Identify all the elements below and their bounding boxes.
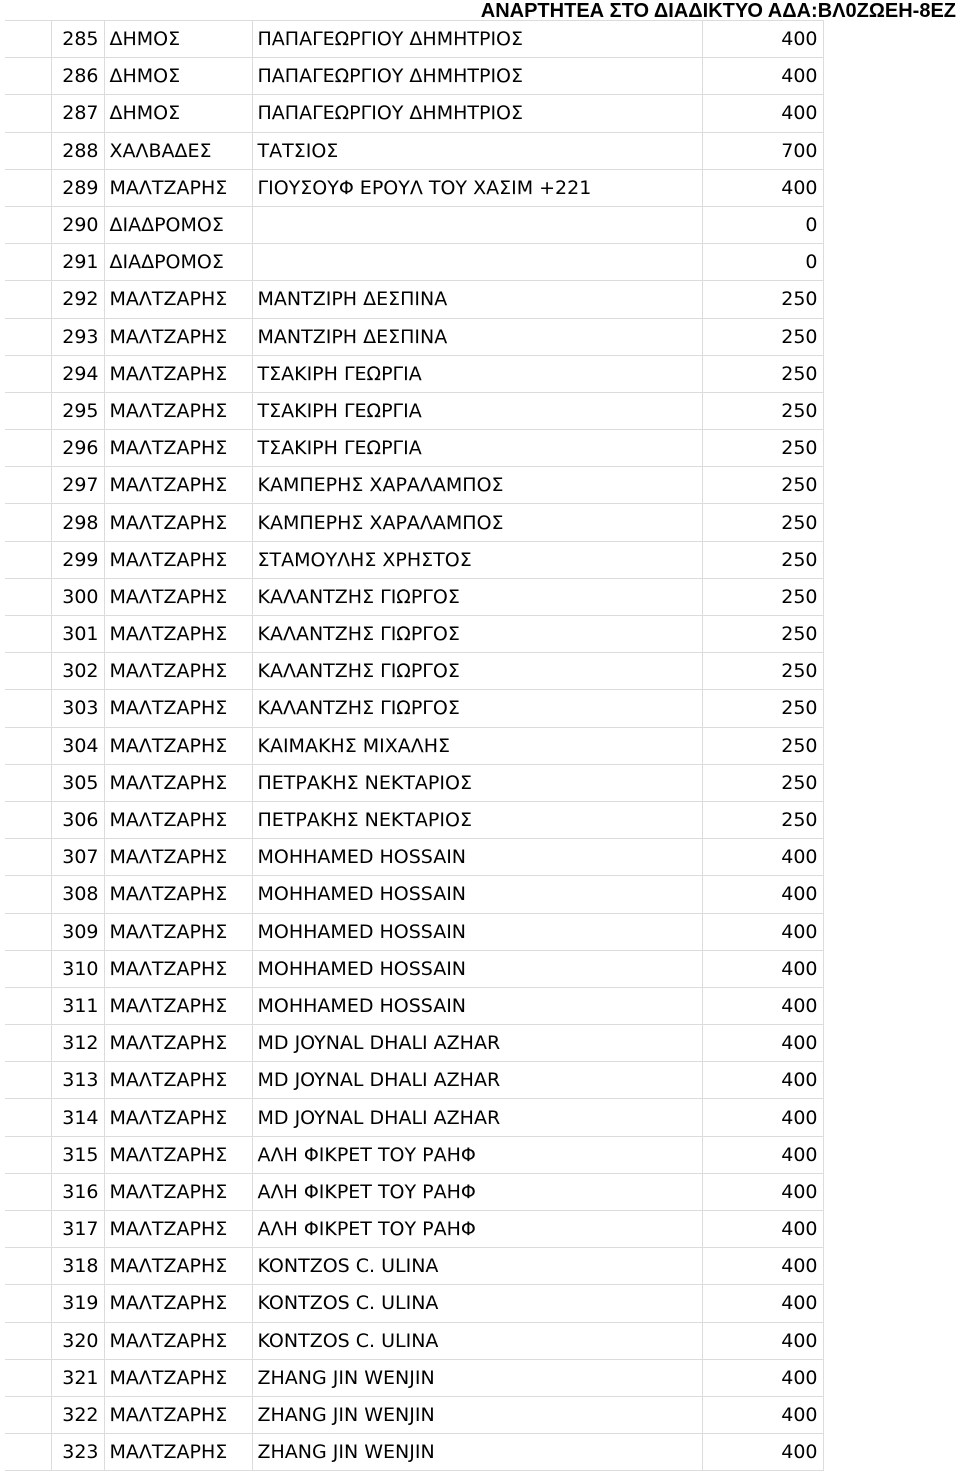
- row-amount: 400: [702, 1173, 823, 1210]
- row-area: ΜΑΛΤΖΑΡΗΣ: [104, 169, 252, 206]
- table-row: [5, 950, 823, 987]
- row-amount: 250: [702, 467, 823, 504]
- row-beneficiary-name: MD JOYNAL DHALI AZHAR: [252, 1062, 702, 1099]
- row-beneficiary-name: ZHANG JIN WENJIN: [252, 1359, 702, 1396]
- row-beneficiary-name: KONTZOS C. ULINA: [252, 1248, 702, 1285]
- row-amount: 400: [702, 1248, 823, 1285]
- row-margin-cell: [5, 169, 51, 206]
- row-margin-cell: [5, 1322, 51, 1359]
- row-amount: 400: [702, 950, 823, 987]
- table-row: [5, 727, 823, 764]
- row-area: ΜΑΛΤΖΑΡΗΣ: [104, 355, 252, 392]
- row-margin-cell: [5, 727, 51, 764]
- table-row: [5, 653, 823, 690]
- row-margin-cell: [5, 1173, 51, 1210]
- row-number: 323: [51, 1434, 104, 1471]
- row-amount: 0: [702, 206, 823, 243]
- row-amount: 250: [702, 801, 823, 838]
- row-area: ΧΑΛΒΑΔΕΣ: [104, 132, 252, 169]
- row-margin-cell: [5, 1211, 51, 1248]
- row-area: ΜΑΛΤΖΑΡΗΣ: [104, 578, 252, 615]
- row-number: 322: [51, 1396, 104, 1433]
- row-area: ΜΑΛΤΖΑΡΗΣ: [104, 430, 252, 467]
- row-amount: 400: [702, 1359, 823, 1396]
- row-amount: 400: [702, 1322, 823, 1359]
- row-beneficiary-name: MOHHAMED HOSSAIN: [252, 913, 702, 950]
- row-beneficiary-name: [252, 206, 702, 243]
- row-beneficiary-name: ΠΑΠΑΓΕΩΡΓΙΟΥ ΔΗΜΗΤΡΙΟΣ: [252, 21, 702, 58]
- row-margin-cell: [5, 616, 51, 653]
- table-row: [5, 504, 823, 541]
- row-amount: 250: [702, 653, 823, 690]
- row-amount: 400: [702, 839, 823, 876]
- row-number: 309: [51, 913, 104, 950]
- row-margin-cell: [5, 392, 51, 429]
- table-row: [5, 1062, 823, 1099]
- row-area: ΜΑΛΤΖΑΡΗΣ: [104, 1285, 252, 1322]
- row-amount: 400: [702, 58, 823, 95]
- table-row: [5, 541, 823, 578]
- table-row: [5, 616, 823, 653]
- row-amount: 400: [702, 1285, 823, 1322]
- table-row: [5, 1434, 823, 1471]
- table-row: [5, 913, 823, 950]
- row-beneficiary-name: ΚΑΛΑΝΤΖΗΣ ΓΙΩΡΓΟΣ: [252, 690, 702, 727]
- row-margin-cell: [5, 467, 51, 504]
- row-margin-cell: [5, 950, 51, 987]
- row-margin-cell: [5, 578, 51, 615]
- row-area: ΜΑΛΤΖΑΡΗΣ: [104, 467, 252, 504]
- row-area: ΜΑΛΤΖΑΡΗΣ: [104, 690, 252, 727]
- table-row: [5, 764, 823, 801]
- table-row: [5, 690, 823, 727]
- row-margin-cell: [5, 1396, 51, 1433]
- row-number: 317: [51, 1211, 104, 1248]
- row-amount: 400: [702, 1136, 823, 1173]
- row-number: 308: [51, 876, 104, 913]
- row-beneficiary-name: ΣΤΑΜΟΥΛΗΣ ΧΡΗΣΤΟΣ: [252, 541, 702, 578]
- row-area: ΜΑΛΤΖΑΡΗΣ: [104, 764, 252, 801]
- row-margin-cell: [5, 653, 51, 690]
- row-area: ΜΑΛΤΖΑΡΗΣ: [104, 876, 252, 913]
- row-number: 293: [51, 318, 104, 355]
- table-row: [5, 392, 823, 429]
- row-margin-cell: [5, 355, 51, 392]
- row-area: ΜΑΛΤΖΑΡΗΣ: [104, 1211, 252, 1248]
- table-row: [5, 1396, 823, 1433]
- table-row: [5, 1136, 823, 1173]
- row-number: 287: [51, 95, 104, 132]
- row-beneficiary-name: MD JOYNAL DHALI AZHAR: [252, 1099, 702, 1136]
- row-area: ΔΙΑΔΡΟΜΟΣ: [104, 244, 252, 281]
- row-number: 289: [51, 169, 104, 206]
- table-row: [5, 206, 823, 243]
- row-amount: 400: [702, 913, 823, 950]
- row-number: 288: [51, 132, 104, 169]
- row-beneficiary-name: ΚΑΜΠΕΡΗΣ ΧΑΡΑΛΑΜΠΟΣ: [252, 504, 702, 541]
- row-area: ΜΑΛΤΖΑΡΗΣ: [104, 1136, 252, 1173]
- row-area: ΜΑΛΤΖΑΡΗΣ: [104, 839, 252, 876]
- row-margin-cell: [5, 206, 51, 243]
- row-margin-cell: [5, 1285, 51, 1322]
- table-row: [5, 430, 823, 467]
- row-area: ΜΑΛΤΖΑΡΗΣ: [104, 987, 252, 1024]
- row-beneficiary-name: ZHANG JIN WENJIN: [252, 1434, 702, 1471]
- row-beneficiary-name: MOHHAMED HOSSAIN: [252, 987, 702, 1024]
- beneficiary-table: [5, 20, 824, 1471]
- row-beneficiary-name: ΚΑΜΠΕΡΗΣ ΧΑΡΑΛΑΜΠΟΣ: [252, 467, 702, 504]
- table-row: [5, 58, 823, 95]
- row-area: ΜΑΛΤΖΑΡΗΣ: [104, 913, 252, 950]
- row-area: ΜΑΛΤΖΑΡΗΣ: [104, 616, 252, 653]
- beneficiary-table-body: [5, 21, 823, 1471]
- row-number: 320: [51, 1322, 104, 1359]
- row-area: ΜΑΛΤΖΑΡΗΣ: [104, 653, 252, 690]
- row-area: ΔΙΑΔΡΟΜΟΣ: [104, 206, 252, 243]
- row-number: 292: [51, 281, 104, 318]
- row-number: 310: [51, 950, 104, 987]
- row-beneficiary-name: ΠΕΤΡΑΚΗΣ ΝΕΚΤΑΡΙΟΣ: [252, 801, 702, 838]
- row-amount: 400: [702, 21, 823, 58]
- row-margin-cell: [5, 1099, 51, 1136]
- table-row: [5, 1099, 823, 1136]
- row-margin-cell: [5, 1062, 51, 1099]
- row-margin-cell: [5, 318, 51, 355]
- row-amount: 250: [702, 541, 823, 578]
- row-number: 313: [51, 1062, 104, 1099]
- row-margin-cell: [5, 504, 51, 541]
- row-amount: 400: [702, 987, 823, 1024]
- row-number: 294: [51, 355, 104, 392]
- row-margin-cell: [5, 430, 51, 467]
- row-amount: 250: [702, 616, 823, 653]
- row-amount: 250: [702, 764, 823, 801]
- row-beneficiary-name: ΓΙΟΥΣΟΥΦ ΕΡΟΥΛ ΤΟΥ ΧΑΣΙΜ +221: [252, 169, 702, 206]
- row-amount: 400: [702, 169, 823, 206]
- document-header-ada: ΑΝΑΡΤΗΤΕΑ ΣΤΟ ΔΙΑΔΙΚΤΥΟ ΑΔΑ:ΒΛ0ΖΩΕΗ-8ΕΖ: [480, 0, 956, 22]
- row-number: 319: [51, 1285, 104, 1322]
- row-beneficiary-name: ΠΕΤΡΑΚΗΣ ΝΕΚΤΑΡΙΟΣ: [252, 764, 702, 801]
- row-area: ΜΑΛΤΖΑΡΗΣ: [104, 1322, 252, 1359]
- row-amount: 400: [702, 95, 823, 132]
- row-amount: 250: [702, 392, 823, 429]
- row-margin-cell: [5, 764, 51, 801]
- row-amount: 250: [702, 578, 823, 615]
- row-area: ΜΑΛΤΖΑΡΗΣ: [104, 1434, 252, 1471]
- row-area: ΜΑΛΤΖΑΡΗΣ: [104, 318, 252, 355]
- row-beneficiary-name: [252, 244, 702, 281]
- row-margin-cell: [5, 1359, 51, 1396]
- row-margin-cell: [5, 132, 51, 169]
- row-amount: 400: [702, 1396, 823, 1433]
- row-number: 312: [51, 1025, 104, 1062]
- row-margin-cell: [5, 913, 51, 950]
- row-area: ΜΑΛΤΖΑΡΗΣ: [104, 1099, 252, 1136]
- row-beneficiary-name: ΑΛΗ ΦΙΚΡΕΤ ΤΟΥ ΡΑΗΦ: [252, 1173, 702, 1210]
- row-amount: 250: [702, 281, 823, 318]
- row-beneficiary-name: ΜΑΝΤΖΙΡΗ ΔΕΣΠΙΝΑ: [252, 318, 702, 355]
- row-beneficiary-name: ΠΑΠΑΓΕΩΡΓΙΟΥ ΔΗΜΗΤΡΙΟΣ: [252, 58, 702, 95]
- row-beneficiary-name: ΑΛΗ ΦΙΚΡΕΤ ΤΟΥ ΡΑΗΦ: [252, 1211, 702, 1248]
- row-amount: 250: [702, 430, 823, 467]
- row-number: 300: [51, 578, 104, 615]
- table-row: [5, 1248, 823, 1285]
- table-row: [5, 1359, 823, 1396]
- row-area: ΔΗΜΟΣ: [104, 58, 252, 95]
- row-beneficiary-name: ΚΑΛΑΝΤΖΗΣ ΓΙΩΡΓΟΣ: [252, 653, 702, 690]
- row-area: ΜΑΛΤΖΑΡΗΣ: [104, 281, 252, 318]
- row-beneficiary-name: ΤΣΑΚΙΡΗ ΓΕΩΡΓΙΑ: [252, 392, 702, 429]
- row-beneficiary-name: MD JOYNAL DHALI AZHAR: [252, 1025, 702, 1062]
- row-number: 285: [51, 21, 104, 58]
- row-area: ΜΑΛΤΖΑΡΗΣ: [104, 1173, 252, 1210]
- row-number: 321: [51, 1359, 104, 1396]
- row-area: ΔΗΜΟΣ: [104, 95, 252, 132]
- row-amount: 400: [702, 1099, 823, 1136]
- row-number: 290: [51, 206, 104, 243]
- row-number: 295: [51, 392, 104, 429]
- row-margin-cell: [5, 987, 51, 1024]
- row-number: 314: [51, 1099, 104, 1136]
- row-margin-cell: [5, 1434, 51, 1471]
- row-beneficiary-name: MOHHAMED HOSSAIN: [252, 876, 702, 913]
- row-beneficiary-name: KONTZOS C. ULINA: [252, 1285, 702, 1322]
- table-row: [5, 21, 823, 58]
- row-number: 286: [51, 58, 104, 95]
- table-row: [5, 244, 823, 281]
- row-number: 307: [51, 839, 104, 876]
- row-area: ΜΑΛΤΖΑΡΗΣ: [104, 1025, 252, 1062]
- row-number: 311: [51, 987, 104, 1024]
- row-amount: 400: [702, 1062, 823, 1099]
- row-beneficiary-name: ΤΑΤΣΙΟΣ: [252, 132, 702, 169]
- table-row: [5, 1211, 823, 1248]
- row-area: ΜΑΛΤΖΑΡΗΣ: [104, 950, 252, 987]
- row-area: ΜΑΛΤΖΑΡΗΣ: [104, 1359, 252, 1396]
- row-amount: 400: [702, 1434, 823, 1471]
- row-beneficiary-name: ΑΛΗ ΦΙΚΡΕΤ ΤΟΥ ΡΑΗΦ: [252, 1136, 702, 1173]
- row-area: ΔΗΜΟΣ: [104, 21, 252, 58]
- row-amount: 250: [702, 690, 823, 727]
- table-row: [5, 169, 823, 206]
- row-margin-cell: [5, 58, 51, 95]
- table-row: [5, 318, 823, 355]
- table-row: [5, 839, 823, 876]
- table-row: [5, 1322, 823, 1359]
- row-number: 297: [51, 467, 104, 504]
- table-row: [5, 281, 823, 318]
- row-number: 291: [51, 244, 104, 281]
- row-margin-cell: [5, 690, 51, 727]
- row-beneficiary-name: ΤΣΑΚΙΡΗ ΓΕΩΡΓΙΑ: [252, 430, 702, 467]
- row-number: 301: [51, 616, 104, 653]
- row-number: 306: [51, 801, 104, 838]
- row-amount: 400: [702, 1211, 823, 1248]
- row-margin-cell: [5, 281, 51, 318]
- row-number: 299: [51, 541, 104, 578]
- row-number: 305: [51, 764, 104, 801]
- row-amount: 0: [702, 244, 823, 281]
- row-amount: 400: [702, 1025, 823, 1062]
- row-area: ΜΑΛΤΖΑΡΗΣ: [104, 1248, 252, 1285]
- row-beneficiary-name: ZHANG JIN WENJIN: [252, 1396, 702, 1433]
- row-beneficiary-name: KONTZOS C. ULINA: [252, 1322, 702, 1359]
- table-row: [5, 467, 823, 504]
- row-beneficiary-name: ΚΑΛΑΝΤΖΗΣ ΓΙΩΡΓΟΣ: [252, 578, 702, 615]
- row-area: ΜΑΛΤΖΑΡΗΣ: [104, 541, 252, 578]
- table-row: [5, 355, 823, 392]
- row-area: ΜΑΛΤΖΑΡΗΣ: [104, 1062, 252, 1099]
- row-margin-cell: [5, 95, 51, 132]
- row-number: 315: [51, 1136, 104, 1173]
- row-amount: 700: [702, 132, 823, 169]
- row-beneficiary-name: ΠΑΠΑΓΕΩΡΓΙΟΥ ΔΗΜΗΤΡΙΟΣ: [252, 95, 702, 132]
- row-amount: 250: [702, 504, 823, 541]
- table-row: [5, 578, 823, 615]
- row-area: ΜΑΛΤΖΑΡΗΣ: [104, 727, 252, 764]
- row-margin-cell: [5, 1025, 51, 1062]
- row-beneficiary-name: ΤΣΑΚΙΡΗ ΓΕΩΡΓΙΑ: [252, 355, 702, 392]
- row-margin-cell: [5, 876, 51, 913]
- row-beneficiary-name: ΚΑΙΜΑΚΗΣ ΜΙΧΑΛΗΣ: [252, 727, 702, 764]
- table-row: [5, 1285, 823, 1322]
- row-number: 296: [51, 430, 104, 467]
- row-amount: 250: [702, 727, 823, 764]
- table-row: [5, 987, 823, 1024]
- table-row: [5, 95, 823, 132]
- row-beneficiary-name: MOHHAMED HOSSAIN: [252, 950, 702, 987]
- row-margin-cell: [5, 1248, 51, 1285]
- table-row: [5, 1025, 823, 1062]
- row-margin-cell: [5, 839, 51, 876]
- table-row: [5, 1173, 823, 1210]
- row-area: ΜΑΛΤΖΑΡΗΣ: [104, 1396, 252, 1433]
- row-area: ΜΑΛΤΖΑΡΗΣ: [104, 392, 252, 429]
- table-row: [5, 132, 823, 169]
- row-number: 316: [51, 1173, 104, 1210]
- row-margin-cell: [5, 801, 51, 838]
- row-beneficiary-name: ΚΑΛΑΝΤΖΗΣ ΓΙΩΡΓΟΣ: [252, 616, 702, 653]
- table-row: [5, 801, 823, 838]
- row-margin-cell: [5, 21, 51, 58]
- row-number: 303: [51, 690, 104, 727]
- row-number: 304: [51, 727, 104, 764]
- row-beneficiary-name: MOHHAMED HOSSAIN: [252, 839, 702, 876]
- row-beneficiary-name: ΜΑΝΤΖΙΡΗ ΔΕΣΠΙΝΑ: [252, 281, 702, 318]
- row-area: ΜΑΛΤΖΑΡΗΣ: [104, 801, 252, 838]
- row-margin-cell: [5, 1136, 51, 1173]
- row-number: 298: [51, 504, 104, 541]
- row-amount: 400: [702, 876, 823, 913]
- row-amount: 250: [702, 355, 823, 392]
- row-area: ΜΑΛΤΖΑΡΗΣ: [104, 504, 252, 541]
- row-amount: 250: [702, 318, 823, 355]
- row-number: 302: [51, 653, 104, 690]
- table-row: [5, 876, 823, 913]
- row-margin-cell: [5, 541, 51, 578]
- row-margin-cell: [5, 244, 51, 281]
- row-number: 318: [51, 1248, 104, 1285]
